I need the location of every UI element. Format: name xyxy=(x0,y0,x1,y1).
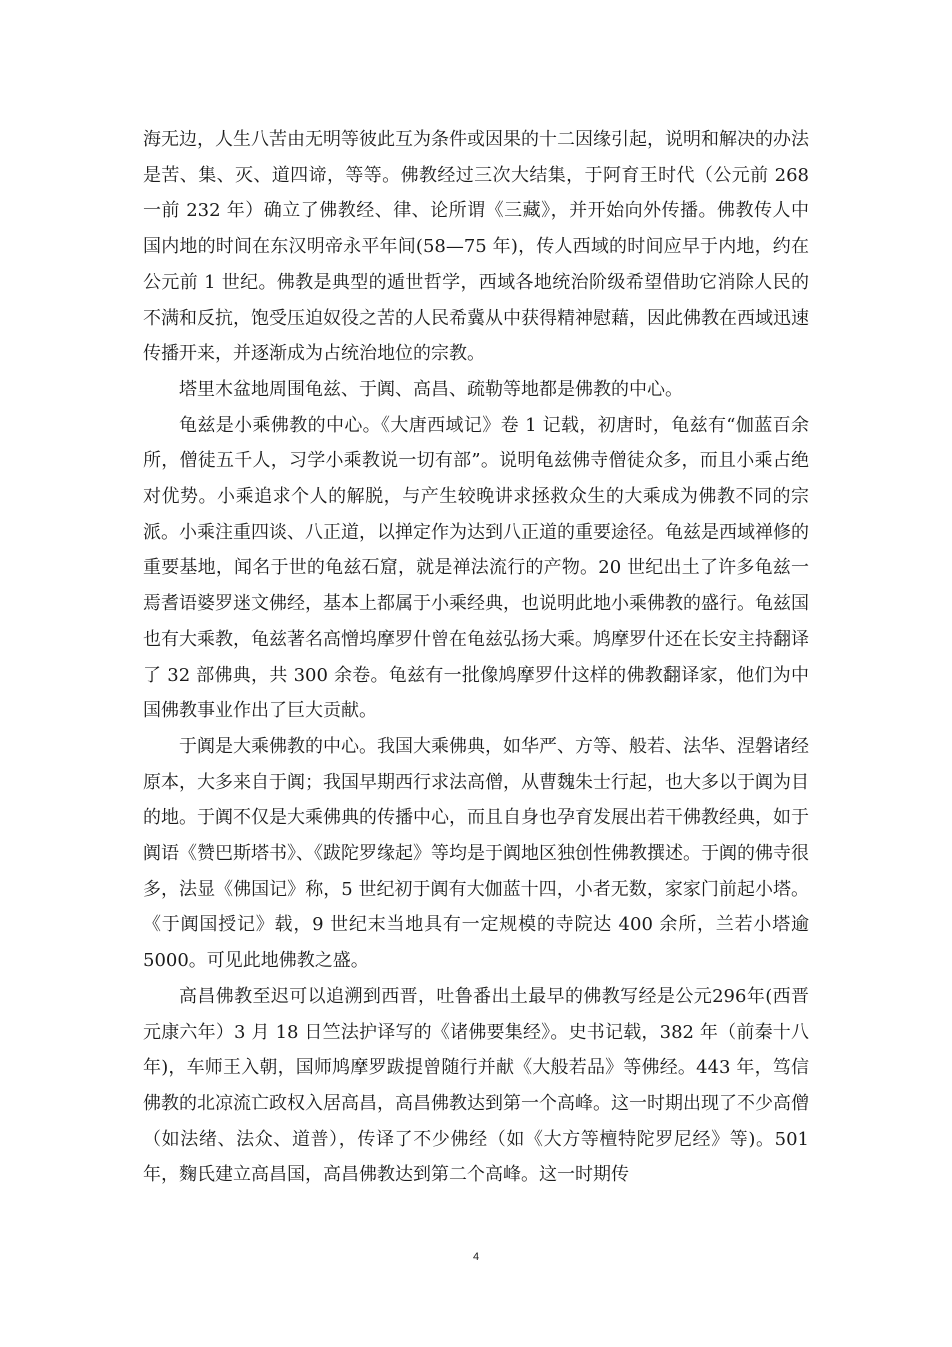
page-number: 4 xyxy=(472,1251,480,1263)
paragraph-gaochang: 高昌佛教至迟可以追溯到西晋，吐鲁番出土最早的佛教写经是公元296年(西晋元康六年）3 月 18 日竺法护译写的《诸佛要集经》。史书记载，382 年（前秦十八年)，车师王入朝，国师鸠摩罗跋提曾随行并献《大般若品》等佛经。443 年，笃信佛教的北凉流亡政权入居高昌，高昌佛教达到第一个高峰。这一时期出现了不少高僧（如法绪、法众、道普），传译了不少佛经（如《大方等檀特陀罗尼经》等)。501 年，麴氏建立高昌国，高昌佛教达到第二个高峰。这一时期传 xyxy=(143,985,809,1186)
paragraph-buddhist-centers: 塔里木盆地周围龟兹、于阗、高昌、疏勒等地都是佛教的中心。 xyxy=(179,378,683,400)
paragraph-khotan: 于阗是大乘佛教的中心。我国大乘佛典，如华严、方等、般若、法华、涅磐诸经原本，大多来自于阗；我国早期西行求法高僧，从曹魏朱士行起，也大多以于阗为目的地。于阗不仅是大乘佛典的传播中心，而且自身也孕育发展出若干佛教经典，如于阗语《赞巴斯塔书》、《跋陀罗缘起》等均是于阗地区独创性佛教撰述。于阗的佛寺很多，法显《佛国记》称，5 世纪初于阗有大伽蓝十四，小者无数，家家门前起小塔。《于阗国授记》载，9 世纪末当地具有一定规模的寺院达 400 余所，兰若小塔逾 5000。可见此地佛教之盛。 xyxy=(143,735,809,972)
paragraph-continuation: 海无边，人生八苦由无明等彼此互为条件或因果的十二因缘引起，说明和解决的办法是苦、集、灭、道四谛，等等。佛教经过三次大结集，于阿育王时代（公元前 268 一前 232 年）确立了佛教经、律、论所谓《三藏》，并开始向外传播。佛教传人中国内地的时间在东汉明帝永平年间(58—75 年)，传人西域的时间应早于内地，约在公元前 1 世纪。佛教是典型的遁世哲学，西域各地统治阶级希望借助它消除人民的不满和反抗，饱受压迫奴役之苦的人民希冀从中获得精神慰藉，因此佛教在西域迅速传播开来，并逐渐成为占统治地位的宗教。 xyxy=(143,129,809,365)
body-text xyxy=(143,122,809,1193)
paragraph-kucha: 龟兹是小乘佛教的中心。《大唐西域记》卷 1 记载，初唐时，龟兹有“伽蓝百余所，僧徒五千人，习学小乘教说一切有部”。说明龟兹佛寺僧徒众多，而且小乘占绝对优势。小乘追求个人的解脱，与产生较晚讲求拯救众生的大乘成为佛教不同的宗派。小乘注重四谈、八正道，以掸定作为达到八正道的重要途径。龟兹是西域禅修的重要基地，闻名于世的龟兹石窟，就是禅法流行的产物。20 世纪出土了许多龟兹一焉耆语婆罗迷文佛经，基本上都属于小乘经典，也说明此地小乘佛教的盛行。龟兹国也有大乘教，龟兹著名高憎坞摩罗什曾在龟兹弘扬大乘。鸠摩罗什还在长安主持翻译了 32 部佛典，共 300 余卷。龟兹有一批像鸠摩罗什这样的佛教翻译家，他们为中国佛教事业作出了巨大贡献。 xyxy=(143,414,809,722)
